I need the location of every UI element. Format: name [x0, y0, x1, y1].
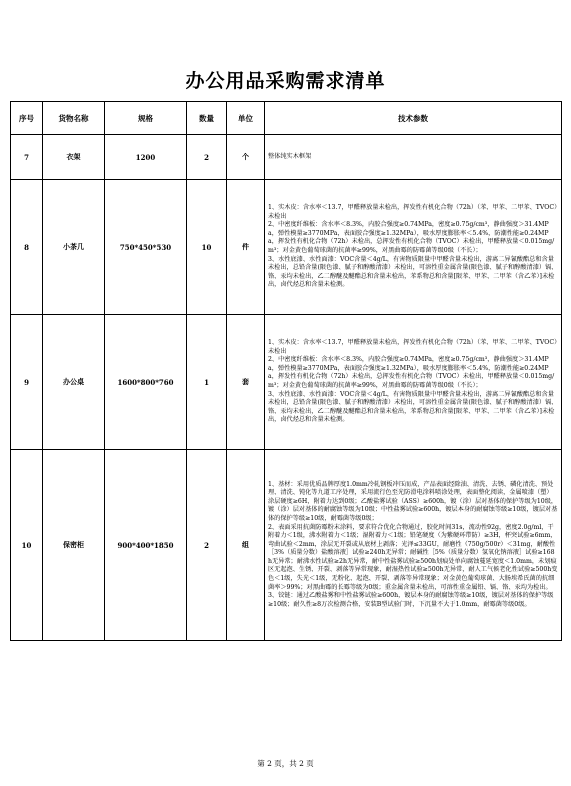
- cell-params: [265, 180, 562, 315]
- cell-params: [265, 450, 562, 641]
- cell-name: 衣架: [43, 135, 105, 180]
- header-spec: 规格: [105, 102, 187, 135]
- cell-params: [265, 135, 562, 180]
- param-line: 2、表面采用抗菌防霉粉末涂料，要求符合优化合物通过，胶化时间31s，流动性92g，密度2.0g/ml，干附着力＜1级，沸水附着力＜1级；湿附着力＜1级；铅笔硬度（为紫硬环带防）≥3H，杯突试验≥6mm，弯曲试验＜2mm，涂层无开裂或从底材上剥落；光泽≤33GU，耐磨性（750g/500r）＜31mg，耐酸性［3%（质量分数）盐酸溶液］试验≥240h无异常；耐碱性［5%（质量分数）氢氧化钠溶液］试验≥168h无异常；耐沸水性试验≥2h无异常，耐中性盐雾试验≥500h划痕处单向腐蚀蔓延宽度＜1.0mm，未划痕区无起泡、生锈、开裂、剥落等异常现象，耐湿热性试验≥500h无异常，耐人工气候老化性试验≥500h变色＜1级，失光＜1级，无粉化、起泡、开裂、剥落等异常现象；对金黄色葡萄球菌、大肠埃希氏菌的抗细菌率＞99%；对黑曲霉的长霉等级为0级；重金属含量未检出，可溶性重金属铅、镉、铬、汞均为检出。: [268, 523, 558, 591]
- param-line: 2、中密度纤维板：含水率＜8.3%，内胶合强度≥0.74MPa，密度≥0.75g/cm³，静曲强度＞31.4MPa，弹性模量≥3770MPa，表面胶合强度≥1.32MPa），吸水厚度膨胀率＜5.4%，防潮性能≥0.24MPa，挥发性有机化合物（72h）未检出，总挥发性有机化合物（TVOC）未检出，甲醛释放量＜0.015mg/m³；对金黄色葡萄球菌的抗菌率≥99%，对黑曲霉的防霉菌等级0级（不长）；: [268, 356, 555, 389]
- cell-no: 10: [11, 450, 43, 641]
- cell-qty: 10: [187, 180, 227, 315]
- cell-spec: 1200: [105, 135, 187, 180]
- table-row: [11, 450, 562, 641]
- cell-unit: 组: [227, 450, 265, 641]
- procurement-table: [10, 101, 562, 641]
- param-line: 1、实木皮：含水率＜13.7，甲醛释放量未检出，挥发性有机化合物（72h）（苯、甲苯、二甲苯、TVOC）未检出: [268, 204, 558, 220]
- param-line: 3、水性底漆、水性面漆：VOC含量＜4g/L，有害物质限量中甲醛含量未检出，游离二异氰酸酯总和含量未检出，总铅含量(限色漆、腻子和醇酸清漆）未检出，可溶性重金属含量(限色漆、腻子和醇酸清漆）镉、铬、汞均未检出，乙二醇醚及醚酯总和含量未检出，苯系物总和含量[限苯、甲苯、二甲苯（含乙苯）]未检出，卤代烃总和含量未检测。: [268, 390, 558, 424]
- cell-name: 保密柜: [43, 450, 105, 641]
- table-header-row: [11, 102, 562, 135]
- cell-params: [265, 315, 562, 450]
- table-row: [11, 315, 562, 450]
- cell-no: 8: [11, 180, 43, 315]
- header-name: 货物名称: [43, 102, 105, 135]
- cell-spec: 1600*800*760: [105, 315, 187, 450]
- page-footer: 第 2 页，共 2 页: [257, 759, 314, 768]
- header-params: 技术参数: [265, 102, 562, 135]
- param-line: 整体纯实木框架: [268, 152, 312, 160]
- param-line: 2、中密度纤维板：含水率＜8.3%，内胶合强度≥0.74MPa，密度≥0.75g/cm³，静曲强度＞31.4MPa，弹性模量≥3770MPa，表面胶合强度≥1.32MPa），吸水厚度膨胀率＜5.4%，防潮性能≥0.24MPa，挥发性有机化合物（72h）未检出，总挥发性有机化合物（TVOC）未检出，甲醛释放量＜0.015mg/m³；对金黄色葡萄球菌的抗菌率≥99%，对黑曲霉的防霉菌等级0级（不长）；: [268, 221, 555, 254]
- cell-qty: 1: [187, 315, 227, 450]
- cell-name: 小茶几: [43, 180, 105, 315]
- param-line: 3、铰链：通过乙酸盐雾和中性盐雾试验≥600h，镀层本身的耐腐蚀等级≥10级，镀层对基体的保护等级≥10级；耐久性≥8万次检测合格，安装B型试验门时，下沉量不大于1.0mm，耐霉菌等级0级。: [268, 592, 554, 608]
- param-line: 1、基材：采用优质品牌厚度1.0mm冷轧钢板冲压而成，产品表面经除油、清洗、去锈、磷化清洗、预处理、清洗、钝化等九道工序处理，采用流行色至光防滑电涂料喷涂处理，表面整化阅读，金属喷漆（塑）涂层硬度≥6H，附着力达到0级；乙酸盐雾试验（ASS）≥600h，镀（涂）层对基体的保护等级为10级，镀（涂）层对基体的耐腐蚀等级为10级；中性盐雾试验≥600h，镀层本身的耐腐蚀等级≥10级，镀层对基体的保护等级≥10级，耐霉菌等级0级；: [268, 480, 558, 522]
- param-line: 3、水性底漆、水性面漆：VOC含量＜4g/L，有害物质限量中甲醛含量未检出，游离二异氰酸酯总和含量未检出，总铅含量(限色漆、腻子和醇酸清漆）未检出，可溶性重金属含量(限色漆、腻子和醇酸清漆）镉、铬、汞均未检出，乙二醇醚及醚酯总和含量未检出，苯系物总和含量[限苯、甲苯、二甲苯（含乙苯）]未检出，卤代烃总和含量未检测。: [268, 255, 558, 289]
- table-row: [11, 180, 562, 315]
- cell-unit: 件: [227, 180, 265, 315]
- header-no: 序号: [11, 102, 43, 135]
- cell-spec: 750*450*530: [105, 180, 187, 315]
- param-line: 1、实木皮：含水率＜13.7，甲醛释放量未检出，挥发性有机化合物（72h）（苯、甲苯、二甲苯、TVOC）未检出: [268, 339, 558, 355]
- cell-qty: 2: [187, 450, 227, 641]
- page-title: 办公用品采购需求清单: [185, 70, 386, 92]
- cell-qty: 2: [187, 135, 227, 180]
- cell-no: 9: [11, 315, 43, 450]
- table-row: [11, 135, 562, 180]
- header-unit: 单位: [227, 102, 265, 135]
- cell-unit: 个: [227, 135, 265, 180]
- cell-unit: 套: [227, 315, 265, 450]
- header-qty: 数量: [187, 102, 227, 135]
- cell-name: 办公桌: [43, 315, 105, 450]
- cell-no: 7: [11, 135, 43, 180]
- cell-spec: 900*400*1850: [105, 450, 187, 641]
